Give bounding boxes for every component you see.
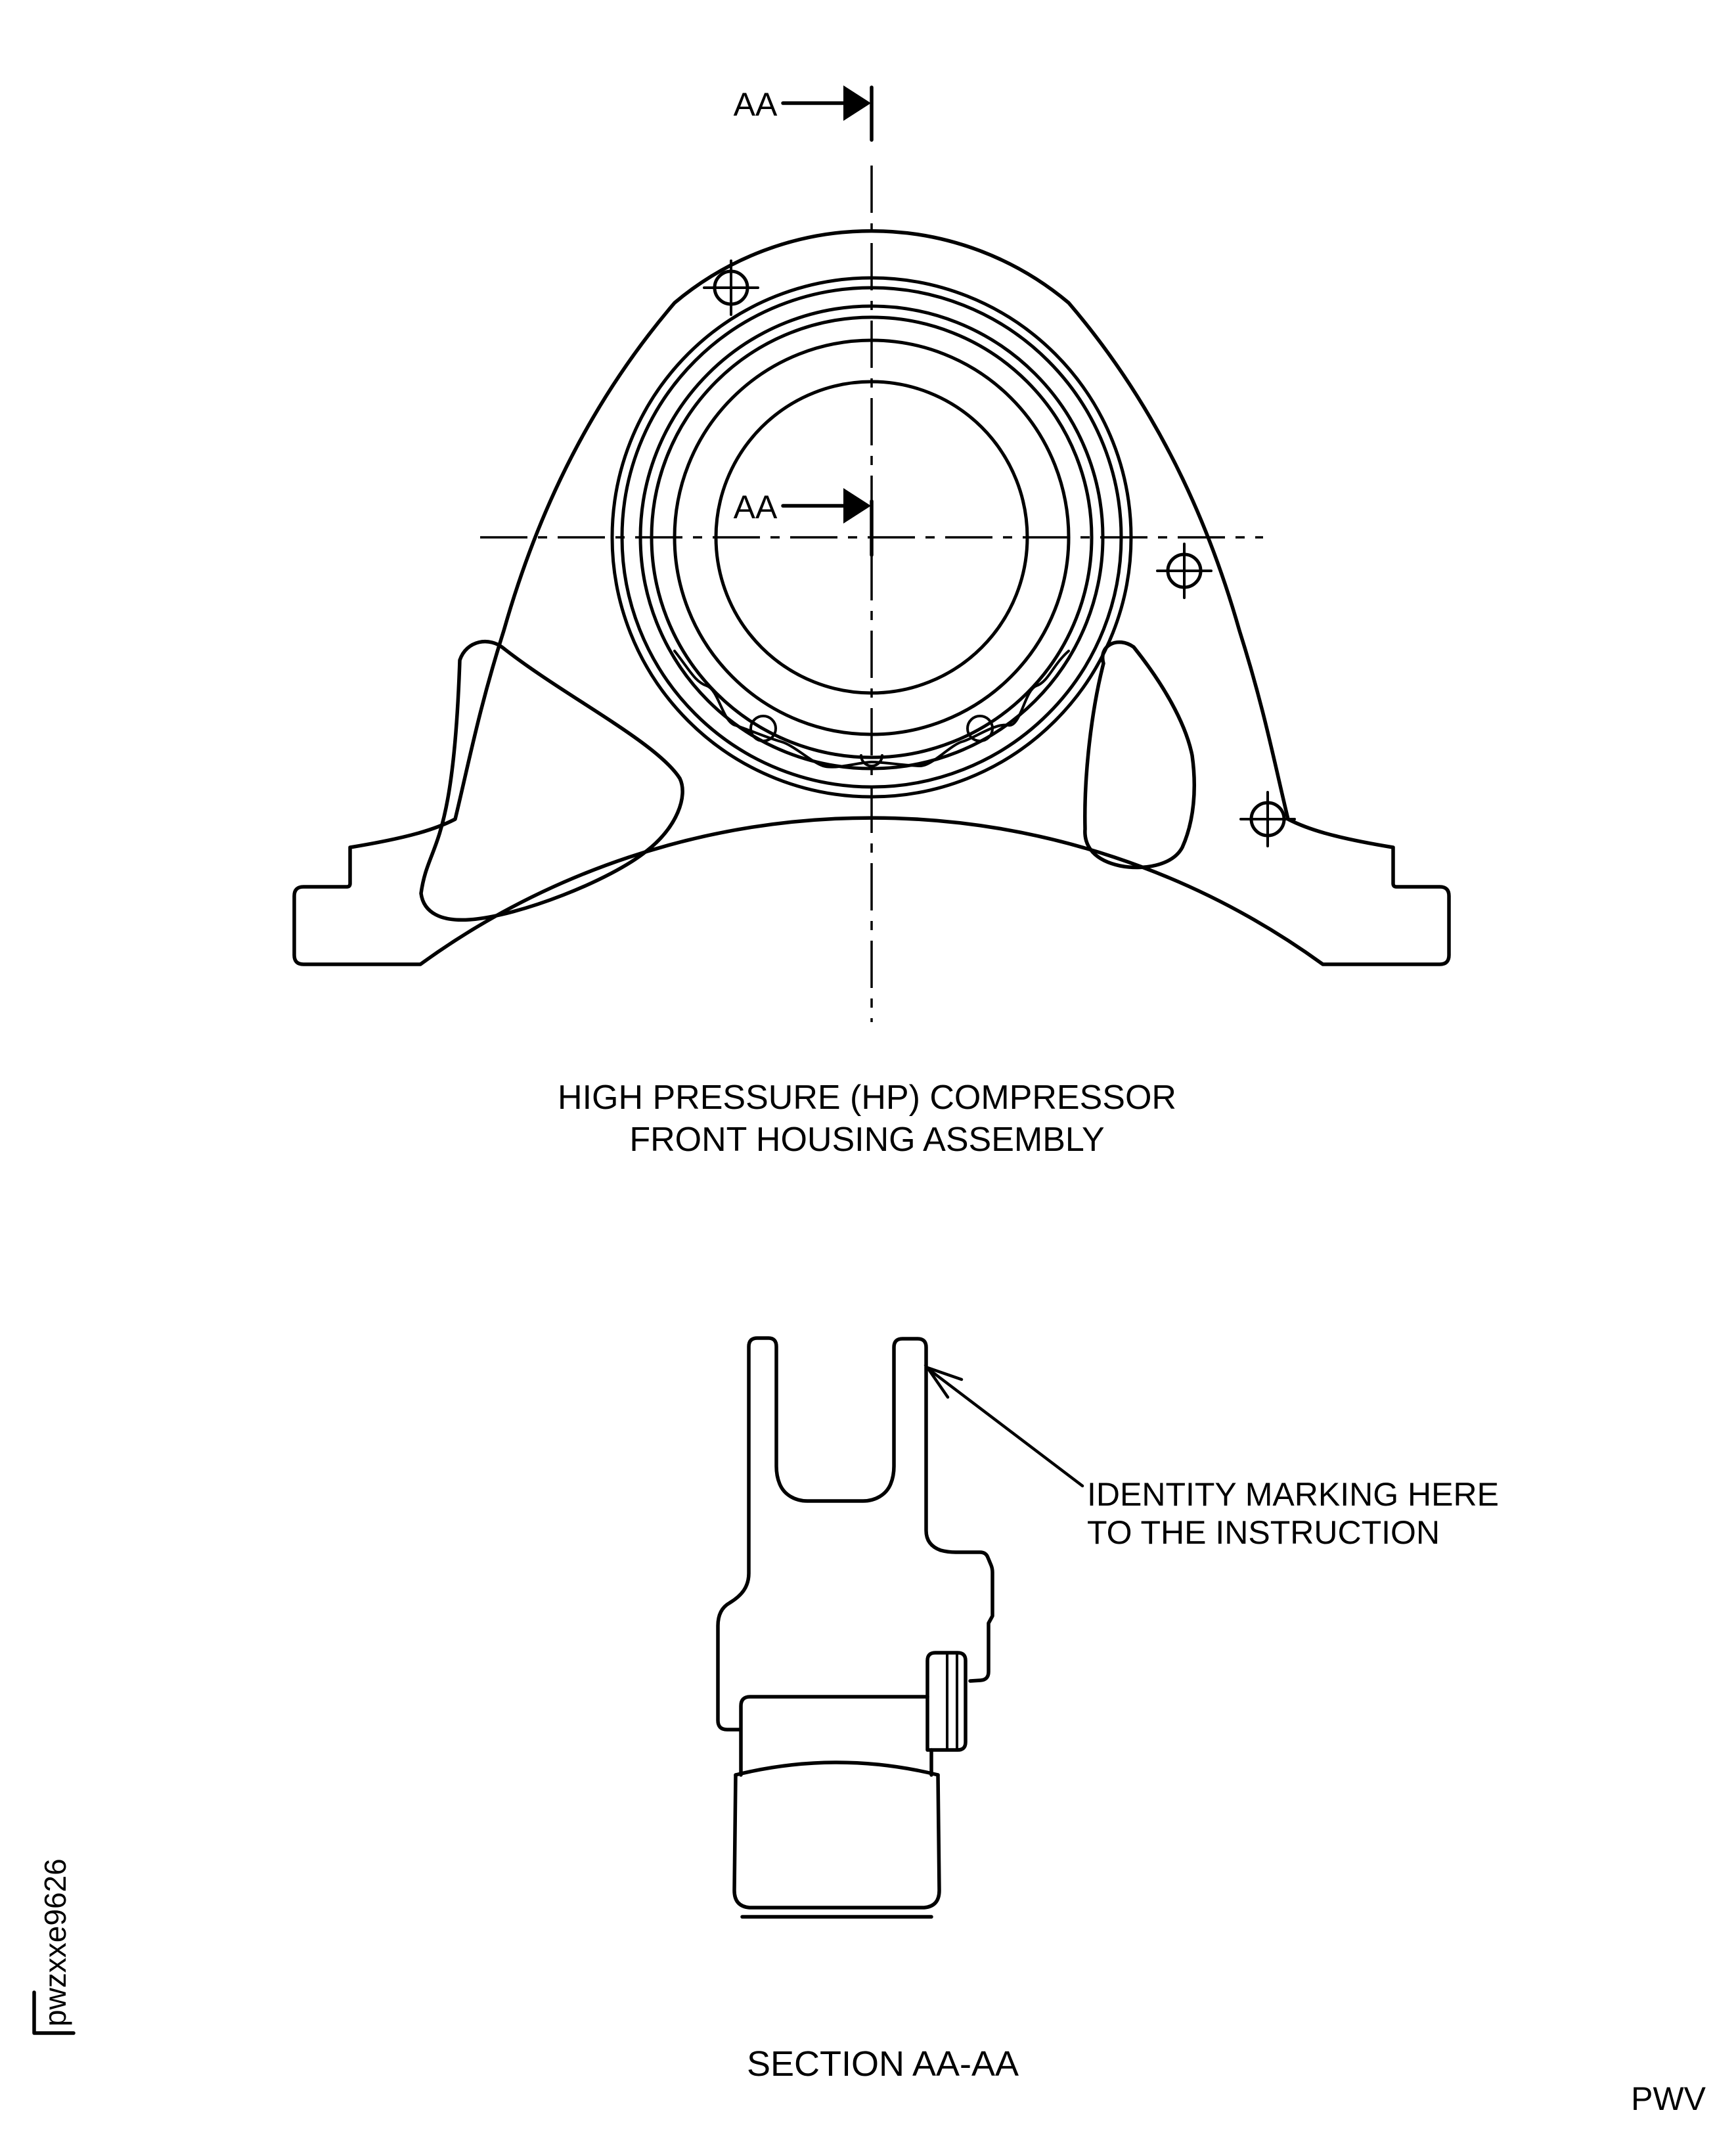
section-arrow-top-head-icon <box>843 85 871 121</box>
section-label-top: AA <box>733 86 778 123</box>
identity-note-line2: TO THE INSTRUCTION <box>1087 1514 1440 1551</box>
section-caption: SECTION AA-AA <box>746 2044 1019 2084</box>
section-fork-profile <box>718 1338 992 1730</box>
front-view-caption-line1: HIGH PRESSURE (HP) COMPRESSOR <box>558 1079 1176 1117</box>
identity-note-line1: IDENTITY MARKING HERE <box>1087 1476 1499 1513</box>
identity-note <box>927 1368 1499 1551</box>
section-locating-pin <box>927 1653 966 1750</box>
page-code: PWV <box>1631 2080 1706 2117</box>
front-view-caption-line2: FRONT HOUSING ASSEMBLY <box>629 1121 1105 1159</box>
bolt-hole-right <box>1157 544 1211 598</box>
section-arrow-center <box>734 488 871 526</box>
identity-leader-line <box>930 1370 1082 1486</box>
section-label-center: AA <box>733 489 778 526</box>
right-web-cutout <box>1085 642 1194 868</box>
section-arrow-center-head-icon <box>843 488 871 524</box>
left-web-cutout <box>421 642 682 920</box>
bolt-hole-bottom-right <box>1241 792 1295 846</box>
section-view <box>718 1338 1499 2084</box>
doc-code: pwzxxe9626 <box>38 1858 72 2027</box>
section-arrow-top <box>734 85 871 123</box>
front-view <box>294 85 1449 1159</box>
section-barrel <box>734 1762 939 1917</box>
